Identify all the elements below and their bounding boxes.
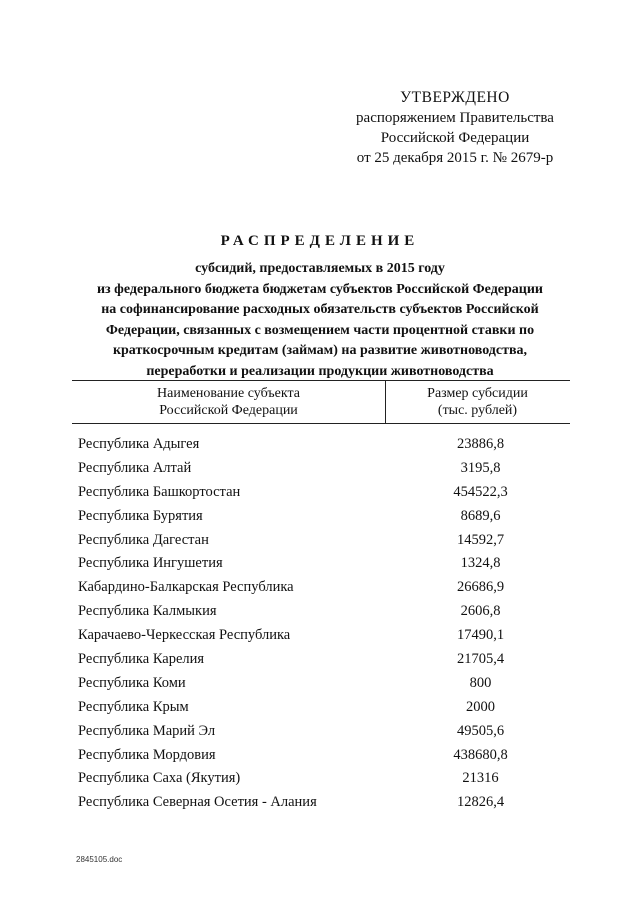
table-row xyxy=(78,457,570,481)
subtitle-line: краткосрочным кредитам (займам) на развитие животноводства, xyxy=(112,343,528,358)
region-name: Республика Дагестан xyxy=(78,531,209,548)
subsidy-value: 17490,1 xyxy=(456,627,505,644)
table-row xyxy=(78,576,570,600)
subsidy-value: 12826,4 xyxy=(456,794,505,811)
header-subject-name xyxy=(72,385,385,419)
subtitle-line: Федерации, связанных с возмещением части процентной ставки по xyxy=(105,322,535,338)
header-subject-line-1: Наименование субъекта xyxy=(157,386,300,401)
subsidy-value: 21316 xyxy=(462,770,499,787)
region-name: Республика Адыгея xyxy=(78,436,200,452)
header-subsidy-amount xyxy=(385,385,570,419)
table-body xyxy=(78,433,570,815)
header-subject-line-2: Российской Федерации xyxy=(159,403,298,418)
document-subtitle xyxy=(60,259,580,382)
subsidy-value: 26686,9 xyxy=(456,579,505,596)
table-row xyxy=(78,624,570,648)
table-row xyxy=(78,672,570,696)
subsidy-value: 23886,8 xyxy=(456,436,505,452)
header-amount-line-1: Размер субсидии xyxy=(427,386,528,401)
table-row xyxy=(78,600,570,624)
subsidy-value: 1324,8 xyxy=(460,555,501,572)
subsidy-value: 21705,4 xyxy=(456,651,505,668)
region-name: Республика Бурятия xyxy=(78,507,203,524)
subsidy-value: 454522,3 xyxy=(453,483,508,500)
subsidy-value: 14592,7 xyxy=(456,531,505,548)
region-name: Республика Коми xyxy=(78,674,186,691)
subsidy-value: 800 xyxy=(469,674,492,691)
region-name: Республика Карелия xyxy=(78,651,205,668)
region-name: Республика Алтай xyxy=(78,459,192,476)
subtitle-line: субсидий, предоставляемых в 2015 году xyxy=(195,261,445,276)
table-row xyxy=(78,433,570,457)
region-name: Республика Калмыкия xyxy=(78,603,217,620)
subsidy-value: 2000 xyxy=(466,698,495,715)
table-row xyxy=(78,696,570,720)
subsidy-value: 3195,8 xyxy=(460,459,501,476)
table-row xyxy=(78,505,570,529)
approval-line-1: распоряжением Правительства xyxy=(356,110,554,126)
region-name: Республика Мордовия xyxy=(78,746,216,763)
table-header xyxy=(72,380,570,424)
table-row xyxy=(78,744,570,768)
table-row xyxy=(78,552,570,576)
approval-line-3: от 25 декабря 2015 г. № 2679-р xyxy=(356,150,554,166)
table-row xyxy=(78,648,570,672)
table-row xyxy=(78,481,570,505)
region-name: Республика Марий Эл xyxy=(78,722,216,739)
table-row xyxy=(78,720,570,744)
table-row xyxy=(78,791,570,815)
approval-heading: УТВЕРЖДЕНО xyxy=(400,89,510,106)
subsidy-value: 2606,8 xyxy=(460,603,501,620)
region-name: Республика Ингушетия xyxy=(78,555,223,572)
table-row xyxy=(78,529,570,553)
approval-line-2: Российской Федерации xyxy=(380,130,530,146)
region-name: Кабардино-Балкарская Республика xyxy=(78,579,294,596)
subsidy-value: 49505,6 xyxy=(456,722,505,739)
subsidy-value: 8689,6 xyxy=(460,507,501,524)
footer-file-name: 2845105.doc xyxy=(76,855,123,864)
approval-stamp xyxy=(330,88,580,168)
region-name: Карачаево-Черкесская Республика xyxy=(78,627,291,644)
region-name: Республика Крым xyxy=(78,698,189,715)
subtitle-line: из федерального бюджета бюджетам субъектов Российской Федерации xyxy=(96,281,543,297)
subsidy-value: 438680,8 xyxy=(453,746,508,763)
table-row xyxy=(78,767,570,791)
subtitle-line: на софинансирование расходных обязательств субъектов Российской xyxy=(101,302,539,317)
document-title: РАСПРЕДЕЛЕНИЕ xyxy=(220,233,420,249)
subtitle-line: переработки и реализации продукции животноводства xyxy=(146,363,494,379)
region-name: Республика Северная Осетия - Алания xyxy=(78,794,317,811)
header-amount-line-2: (тыс. рублей) xyxy=(437,403,518,418)
region-name: Республика Башкортостан xyxy=(78,483,241,500)
region-name: Республика Саха (Якутия) xyxy=(78,770,241,787)
